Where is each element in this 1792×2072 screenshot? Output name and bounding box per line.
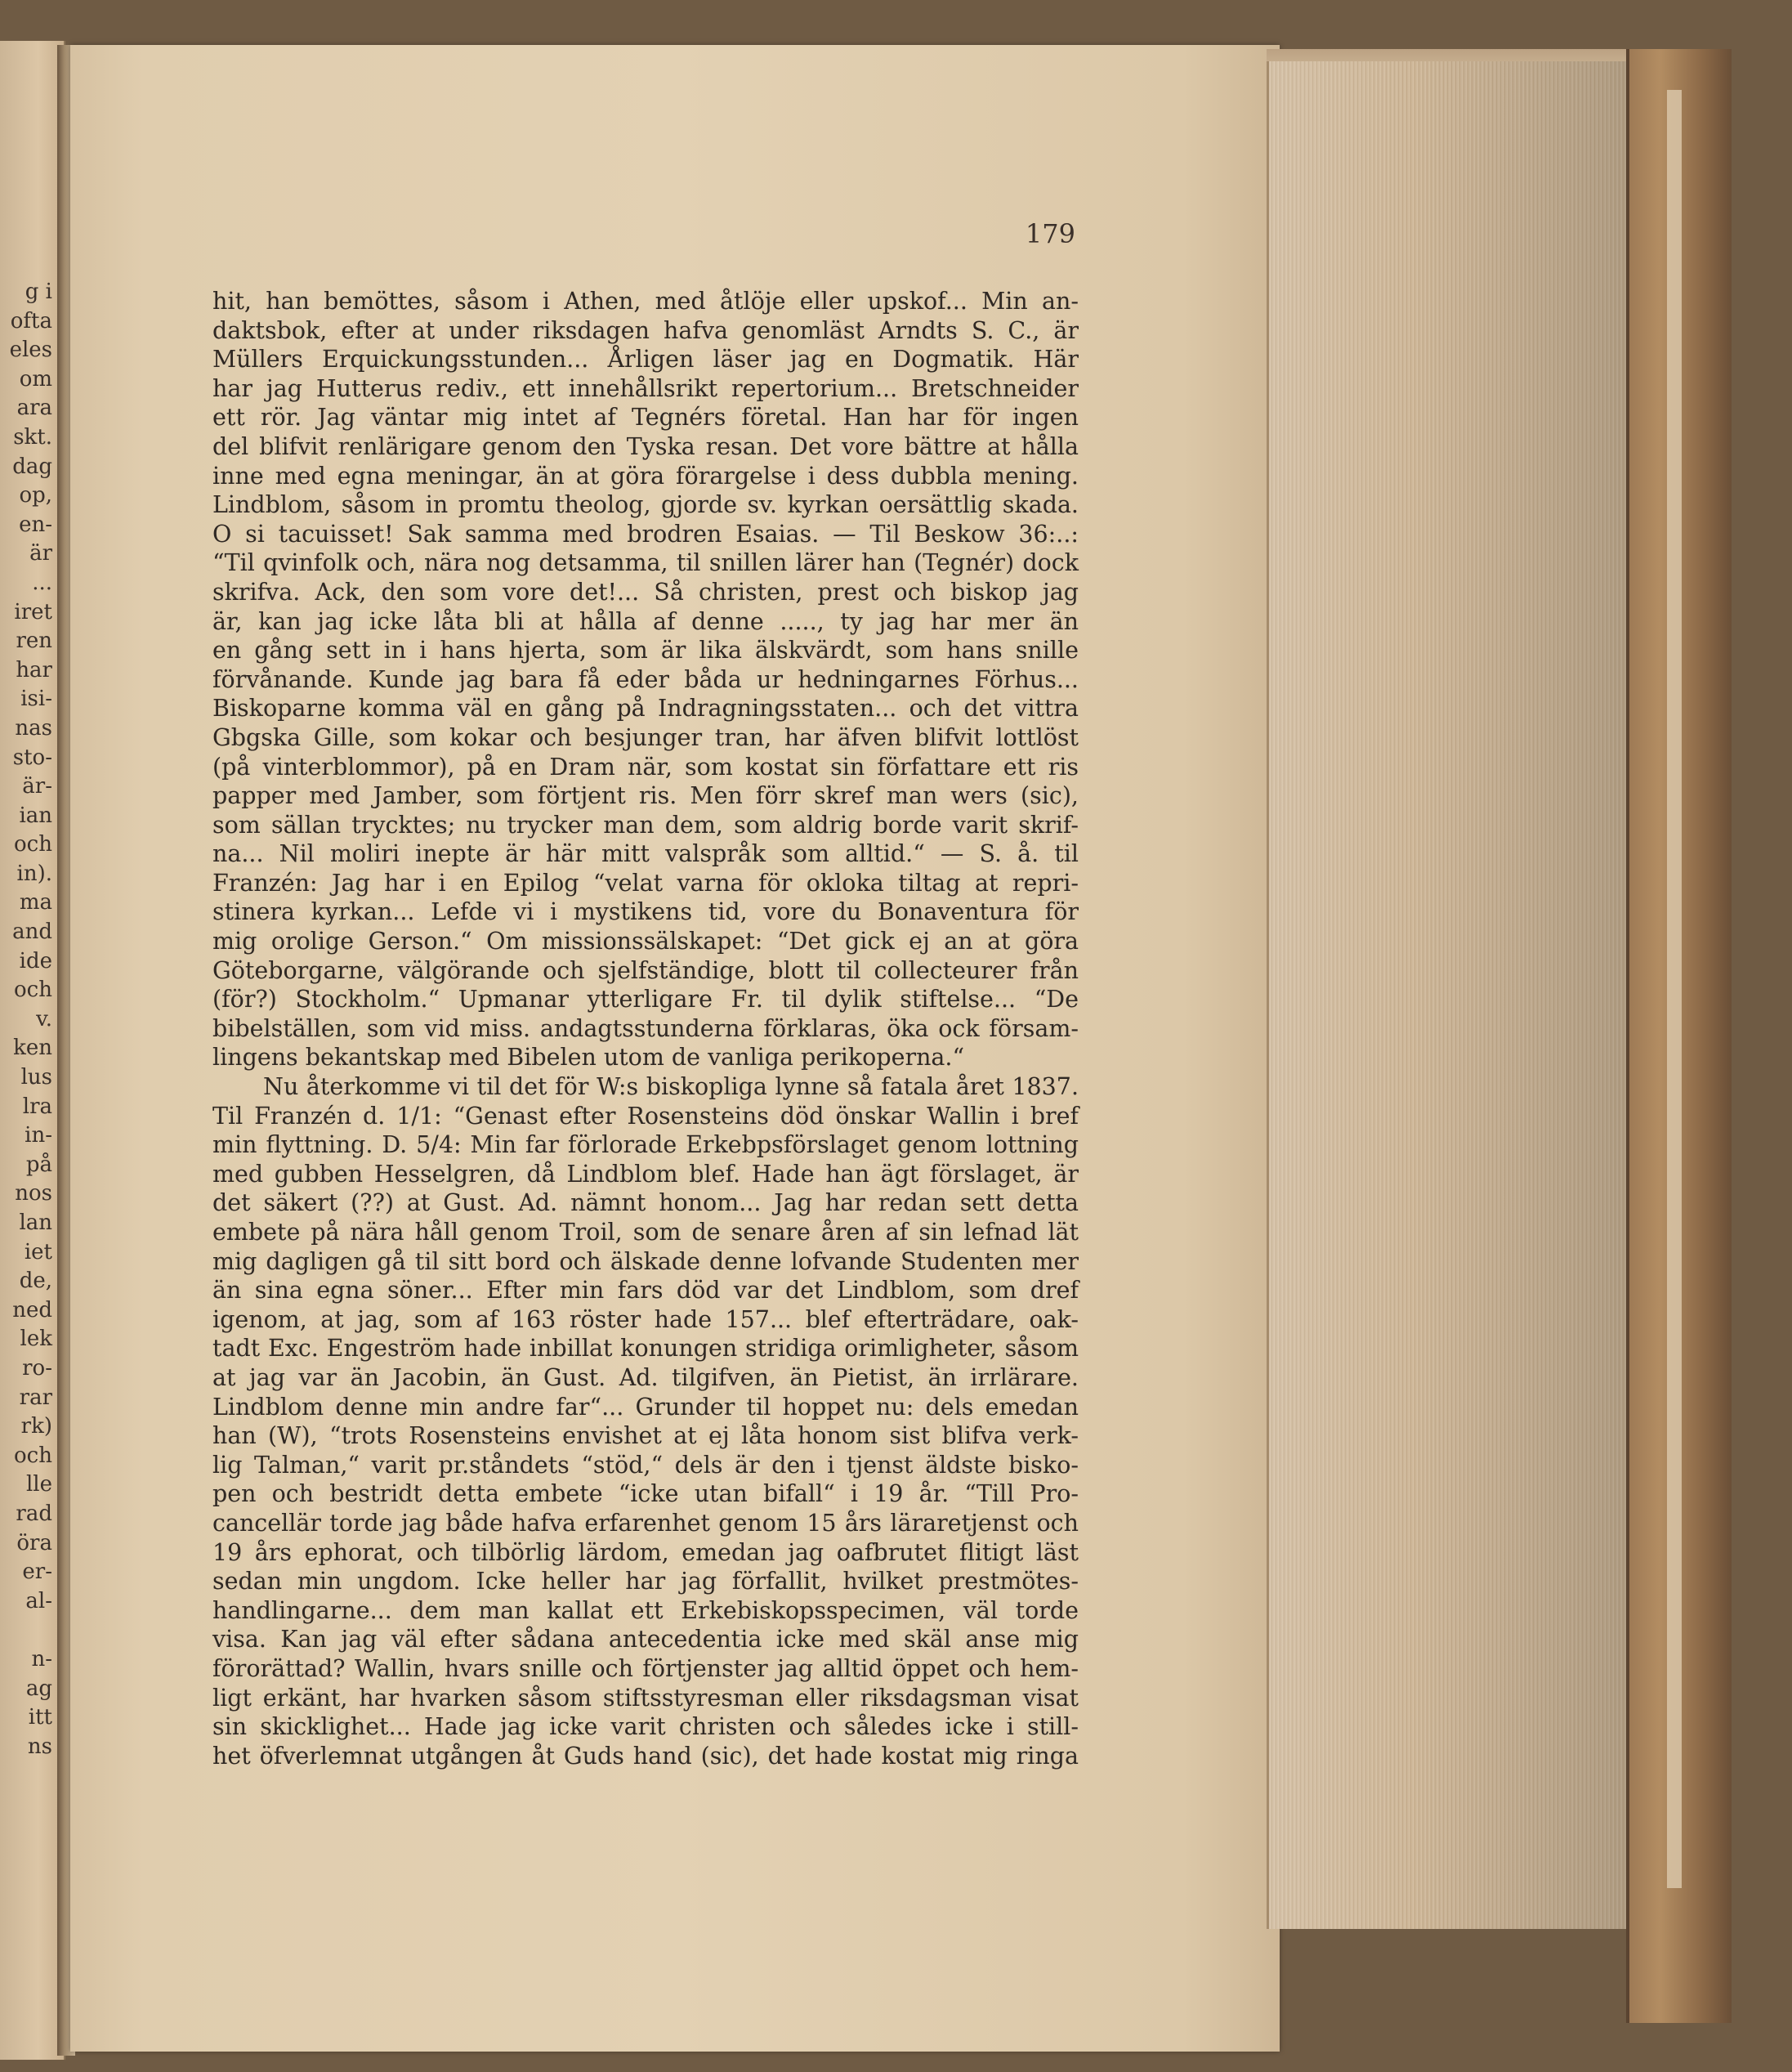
previous-page-fragment: lle bbox=[25, 1472, 52, 1497]
previous-page-fragment: ofta bbox=[10, 308, 52, 333]
text-line: stinera kyrkan... Lefde vi i mystikens tid, vore du Bonaventura för bbox=[212, 898, 1079, 926]
text-line: igenom, at jag, som af 163 röster hade 157... blef efterträdare, oak- bbox=[212, 1305, 1079, 1333]
text-line: daktsbok, efter at under riksdagen hafva genomläst Arndts S. C., är bbox=[212, 316, 1079, 344]
text-line: skrifva. Ack, den som vore det!... Så christen, prest och biskop jag bbox=[212, 578, 1079, 606]
previous-page-fragment: lus bbox=[20, 1065, 52, 1090]
text-line: Müllers Erquickungsstunden... Årligen läser jag en Dogmatik. Här bbox=[212, 346, 1079, 374]
text-line: (på vinterblommor), på en Dram när, som kostat sin författare ett ris bbox=[212, 753, 1079, 781]
text-line: sedan min ungdom. Icke heller har jag förfallit, hvilket prestmötes- bbox=[212, 1568, 1079, 1595]
text-line: del blifvit renlärigare genom den Tyska resan. Det vore bättre at hålla bbox=[212, 432, 1079, 460]
text-line: “Til qvinfolk och, nära nog detsamma, til snillen lärer han (Tegnér) dock bbox=[212, 549, 1079, 577]
previous-page-fragment: rar bbox=[19, 1385, 52, 1410]
text-line: (för?) Stockholm.“ Upmanar ytterligare Fr. til dylik stiftelse... “De bbox=[212, 986, 1079, 1014]
previous-page-fragment: lek bbox=[20, 1327, 52, 1352]
text-line: na... Nil moliri inepte är här mitt valspråk som alltid.“ — S. å. til bbox=[212, 840, 1079, 868]
text-line: 19 års ephorat, och tilbörlig lärdom, emedan jag oafbrutet flitigt läst bbox=[212, 1538, 1079, 1566]
text-line: lingens bekantskap med Bibelen utom de vanliga perikoperna.“ bbox=[212, 1044, 965, 1072]
previous-page-fragment: är bbox=[29, 541, 52, 566]
previous-page-fragment: ide bbox=[19, 948, 52, 973]
text-line: inne med egna meningar, än at göra förargelse i dess dubbla mening. bbox=[212, 462, 1079, 490]
previous-page-fragment: lra bbox=[22, 1094, 52, 1119]
previous-page-fragment: en- bbox=[19, 512, 52, 537]
previous-page-fragment: är- bbox=[22, 774, 52, 799]
previous-page-fragment: de, bbox=[19, 1269, 52, 1294]
previous-page-fragment: n- bbox=[31, 1646, 52, 1671]
text-line: handlingarne... dem man kallat ett Erkebiskopsspecimen, väl torde bbox=[212, 1596, 1079, 1624]
text-line: hit, han bemöttes, såsom i Athen, med åtlöje eller upskof... Min an- bbox=[212, 288, 1079, 315]
previous-page-fragment: har bbox=[16, 657, 52, 682]
previous-page-fragment: in- bbox=[25, 1123, 52, 1148]
text-line: Til Franzén d. 1/1: “Genast efter Rosensteins död önskar Wallin i bref bbox=[212, 1102, 1079, 1130]
page-body-text bbox=[212, 287, 1079, 1770]
text-line: Lindblom denne min andre far“... Grunder til hoppet nu: dels emedan bbox=[212, 1393, 1079, 1421]
text-line: Göteborgarne, välgörande och sjelfständige, blott til collecteurer från bbox=[212, 956, 1079, 984]
text-line: ligt erkänt, har hvarken såsom stiftsstyresman eller riksdagsman visat bbox=[212, 1684, 1079, 1712]
previous-page-fragment: ara bbox=[16, 396, 52, 421]
previous-page-fragment: iet bbox=[24, 1239, 52, 1264]
text-line: förorättad? Wallin, hvars snille och förtjenster jag alltid öppet och hem- bbox=[212, 1654, 1079, 1682]
previous-page-fragment: på bbox=[25, 1152, 52, 1177]
previous-page-fragment: sto- bbox=[12, 745, 52, 770]
previous-page-fragment: op, bbox=[19, 483, 52, 508]
text-line: bibelställen, som vid miss. andagtsstunderna förklaras, öka ock försam- bbox=[212, 1014, 1079, 1042]
previous-page-fragment: skt. bbox=[13, 424, 52, 450]
text-line: han (W), “trots Rosensteins envishet at ej låta honom sist blifva verk- bbox=[212, 1422, 1079, 1450]
previous-page-fragment: ma bbox=[19, 890, 52, 915]
text-line: Biskoparne komma väl en gång på Indragningsstaten... och det vittra bbox=[212, 695, 1079, 723]
previous-page-fragment: ... bbox=[32, 570, 52, 595]
previous-page-fragment: ned bbox=[12, 1297, 52, 1322]
previous-page-fragment: öra bbox=[16, 1530, 52, 1555]
previous-page-fragment: iret bbox=[14, 599, 52, 624]
text-line: är, kan jag icke låta bli at hålla af denne ....., ty jag har mer än bbox=[212, 607, 1079, 635]
text-line: lig Talman,“ varit pr.ståndets “stöd,“ dels är den i tjenst äldste bisko- bbox=[212, 1451, 1079, 1479]
previous-page-fragment: ken bbox=[13, 1036, 52, 1061]
previous-page-fragment: och bbox=[14, 1443, 52, 1468]
text-line: at jag var än Jacobin, än Gust. Ad. tilgifven, än Pietist, än irrlärare. bbox=[212, 1363, 1079, 1391]
previous-page-fragment: v. bbox=[36, 1006, 52, 1032]
previous-page-fragment: in). bbox=[16, 861, 52, 886]
text-line: Gbgska Gille, som kokar och besjunger tran, har äfven blifvit lottlöst bbox=[212, 723, 1079, 751]
previous-page-fragment: och bbox=[14, 978, 52, 1003]
previous-page-fragment: er- bbox=[22, 1560, 52, 1585]
text-line: tadt Exc. Engeström hade inbillat konungen stridiga orimligheter, såsom bbox=[212, 1335, 1079, 1363]
previous-page-fragment: om bbox=[19, 366, 52, 392]
text-line: cancellär torde jag både hafva erfarenhet genom 15 års läraretjenst och bbox=[212, 1509, 1079, 1537]
text-line: pen och bestridt detta embete “icke utan bifall“ i 19 år. “Till Pro- bbox=[212, 1480, 1079, 1508]
text-line: det säkert (??) at Gust. Ad. nämnt honom... Jag har redan sett detta bbox=[212, 1189, 1079, 1217]
previous-page-fragment: ag bbox=[25, 1676, 52, 1701]
previous-page-fragment: ren bbox=[16, 629, 52, 654]
page-number: 179 bbox=[1025, 218, 1075, 249]
text-line: het öfverlemnat utgången åt Guds hand (sic), det hade kostat mig ringa bbox=[212, 1742, 1079, 1770]
previous-page-fragment bbox=[0, 1616, 57, 1645]
previous-page-edge bbox=[0, 41, 65, 2060]
previous-page-fragment: eles bbox=[9, 338, 52, 363]
previous-page-fragment: g i bbox=[25, 280, 52, 304]
text-line: med gubben Hesselgren, då Lindblom blef. Hade han ägt förslaget, är bbox=[212, 1160, 1079, 1188]
book-page bbox=[70, 45, 1280, 2052]
previous-page-fragment: lan bbox=[19, 1211, 52, 1235]
text-line: embete på nära håll genom Troil, som de senare åren af sin lefnad lät bbox=[212, 1219, 1079, 1246]
text-line: Lindblom, såsom in promtu theolog, gjorde sv. kyrkan oersättlig skada. bbox=[212, 491, 1079, 519]
text-line: har jag Hutterus rediv., ett innehållsrikt repertorium... Bretschneider bbox=[212, 374, 1079, 402]
previous-page-fragment: al- bbox=[25, 1588, 52, 1613]
previous-page-fragment: nas bbox=[15, 715, 52, 741]
previous-page-fragment: itt bbox=[28, 1705, 52, 1730]
previous-page-fragment: and bbox=[12, 920, 52, 945]
text-line: Nu återkomme vi til det för W:s biskopliga lynne så fatala året 1837. bbox=[263, 1073, 1079, 1101]
text-line: sin skicklighet... Hade jag icke varit christen och således icke i still- bbox=[212, 1713, 1079, 1741]
previous-page-fragment: dag bbox=[12, 454, 52, 479]
page-block-fore-edge bbox=[1267, 61, 1629, 1929]
previous-page-text-fragments bbox=[0, 278, 57, 1761]
text-line: papper med Jamber, som förtjent ris. Men förr skref man wers (sic), bbox=[212, 782, 1079, 810]
cover-board-paper-edge bbox=[1667, 90, 1682, 1888]
text-line: mig orolige Gerson.“ Om missionssälskapet: “Det gick ej an at göra bbox=[212, 928, 1079, 955]
text-line: Franzén: Jag har i en Epilog “velat varna för okloka tiltag at repri- bbox=[212, 869, 1079, 897]
previous-page-fragment: isi- bbox=[20, 687, 52, 712]
text-line: förvånande. Kunde jag bara få eder båda ur hedningarnes Förhus... bbox=[212, 665, 1079, 693]
text-line: ett rör. Jag väntar mig intet af Tegnérs företal. Han har för ingen bbox=[212, 404, 1079, 432]
text-line: O si tacuisset! Sak samma med brodren Esaias. — Til Beskow 36:..: bbox=[212, 520, 1079, 548]
text-line: än sina egna söner... Efter min fars död var det Lindblom, som dref bbox=[212, 1277, 1079, 1305]
previous-page-fragment: ian bbox=[19, 803, 52, 828]
text-line: en gång sett in i hans hjerta, som är lika älskvärdt, som hans snille bbox=[212, 637, 1079, 665]
text-line: min flyttning. D. 5/4: Min far förlorade Erkebpsförslaget genom lottning bbox=[212, 1131, 1079, 1159]
previous-page-fragment: och bbox=[14, 832, 52, 857]
text-line: visa. Kan jag väl efter sådana antecedentia icke med skäl anse mig bbox=[212, 1626, 1079, 1654]
previous-page-fragment: rad bbox=[16, 1501, 52, 1526]
previous-page-fragment: ns bbox=[27, 1734, 52, 1759]
previous-page-fragment: ro- bbox=[22, 1355, 52, 1381]
text-line: mig dagligen gå til sitt bord och älskade denne lofvande Studenten mer bbox=[212, 1247, 1079, 1275]
text-line: som sällan trycktes; nu trycker man dem, som aldrig borde varit skrif- bbox=[212, 811, 1079, 839]
previous-page-fragment: rk) bbox=[20, 1414, 52, 1439]
previous-page-fragment: nos bbox=[15, 1181, 52, 1206]
